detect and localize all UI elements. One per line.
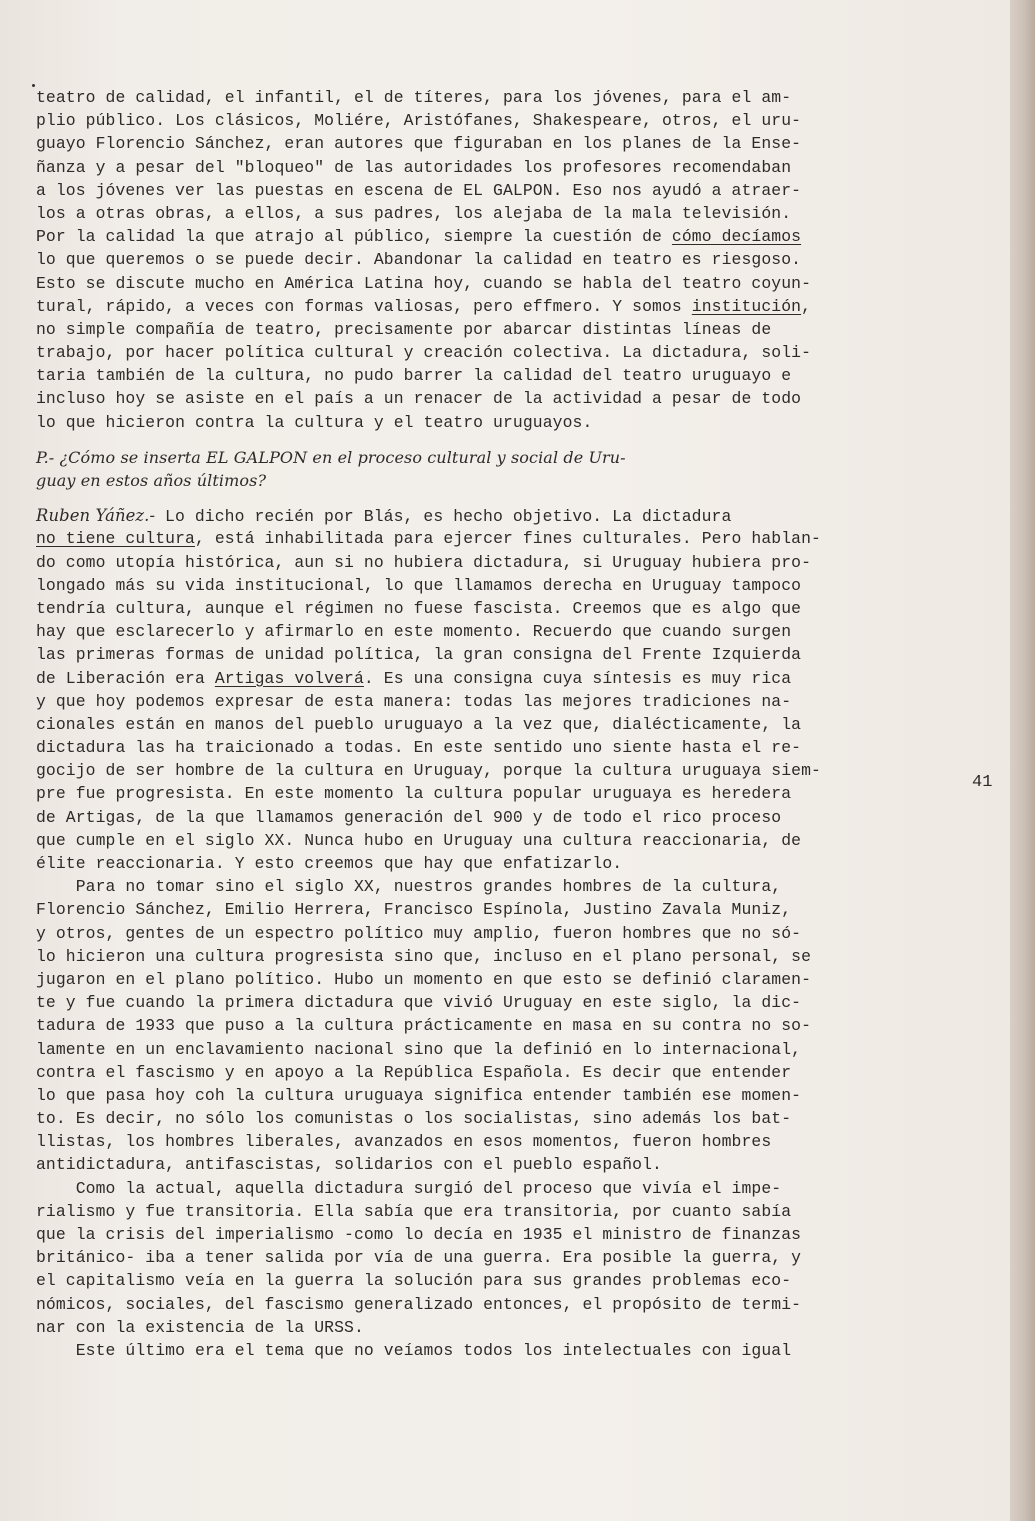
line-text: Como la actual, aquella dictadura surgió del proceso que vivía el impe- [36,1178,782,1198]
text-line [36,341,976,364]
text-line [36,829,976,852]
text-line [36,1339,976,1362]
text-line [36,504,976,527]
text-line [36,109,976,132]
line-text: ñanza y a pesar del "bloqueo" de las autoridades los profesores recomendaban [36,157,792,177]
line-text: lo que hicieron contra la cultura y el teatro uruguayos. [36,412,593,432]
text-line [36,922,976,945]
line-text: contra el fascismo y en apoyo a la República Española. Es decir que entender [36,1062,792,1082]
text-line [36,1293,976,1316]
page-number: 41 [972,773,993,792]
text-line [36,225,976,248]
text-line [36,527,976,550]
line-text: incluso hoy se asiste en el país a un renacer de la actividad a pesar de todo [36,389,802,409]
text-line [36,667,976,690]
text-line [36,132,976,155]
line-text: tendría cultura, aunque el régimen no fuese fascista. Creemos que es algo que [36,598,802,618]
text-line [36,248,976,271]
line-text: Esto se discute mucho en América Latina hoy, cuando se habla del teatro coyun- [36,273,812,293]
line-text: y otros, gentes de un espectro político muy amplio, fueron hombres que no só- [36,923,802,943]
question-text: guay en estos años últimos? [36,471,267,490]
line-text: Lo dicho recién por Blás, es hecho objetivo. La dictadura [155,507,732,527]
text-line [36,690,976,713]
text-line [36,945,976,968]
line-text: to. Es decir, no sólo los comunistas o los socialistas, sino además los bat- [36,1109,792,1129]
text-line [36,1153,976,1176]
text-line [36,713,976,736]
line-text: llistas, los hombres liberales, avanzados en esos momentos, fueron hombres [36,1132,772,1152]
text-line [36,597,976,620]
line-text: de Artigas, de la que llamamos generación del 900 y de todo el rico proceso [36,807,782,827]
text-line [36,991,976,1014]
text-line [36,1061,976,1084]
line-text: los a otras obras, a ellos, a sus padres, los alejaba de la mala televisión. [36,203,792,223]
text-line [36,179,976,202]
text-line [36,643,976,666]
text-line [36,1269,976,1292]
body-text [36,86,976,1362]
line-text: que la crisis del imperialismo -como lo decía en 1935 el ministro de finanzas [36,1225,802,1244]
line-text-rest: . Es una consigna cuya síntesis es muy rica [363,668,792,688]
line-text: antidictadura, antifascistas, solidarios con el pueblo español. [36,1155,662,1175]
line-text: tadura de 1933 que puso a la cultura prácticamente en masa en su contra no so- [36,1016,812,1036]
text-line [36,295,976,318]
text-line [36,968,976,991]
line-text: pre fue progresista. En este momento la cultura popular uruguaya es heredera [36,784,792,804]
question-text: P.- ¿Cómo se inserta EL GALPON en el proceso cultural y social de Uru- [36,447,626,467]
line-text: y que hoy podemos expresar de esta manera: todas las mejores tradiciones na- [36,691,792,711]
text-line [36,1177,976,1200]
page-edge [1010,0,1035,1521]
line-text: Florencio Sánchez, Emilio Herrera, Francisco Espínola, Justino Zavala Muniz, [36,900,792,920]
text-line [36,411,976,434]
line-text: que cumple en el siglo XX. Nunca hubo en Uruguay una cultura reaccionaria, de [36,830,802,850]
underlined-text: cómo decíamos [671,227,802,247]
line-text: te y fue cuando la primera dictadura que vivió Uruguay en este siglo, la dic- [36,993,802,1013]
line-text: cionales están en manos del pueblo uruguayo a la vez que, dialécticamente, la [36,714,802,734]
text-line [36,272,976,295]
text-line [36,446,976,469]
line-text: lamente en un enclavamiento nacional sino que la definió en lo internacional, [36,1039,802,1059]
text-line [36,1130,976,1153]
underlined-text: no tiene cultura [36,529,195,549]
line-text: teatro de calidad, el infantil, el de títeres, para los jóvenes, para el am- [36,88,792,107]
line-text: Por la calidad la que atrajo al público, siempre la cuestión de [36,227,672,247]
ink-dot [32,84,35,87]
text-line [36,898,976,921]
text-line [36,620,976,643]
line-text: do como utopía histórica, aun si no hubiera dictadura, si Uruguay hubiera pro- [36,552,812,572]
line-text: el capitalismo veía en la guerra la solución para sus grandes problemas eco- [36,1271,792,1291]
text-line [36,1200,976,1223]
text-line [36,736,976,759]
line-text: lo que queremos o se puede decir. Abandonar la calidad en teatro es riesgoso. [36,250,802,270]
text-line [36,782,976,805]
text-line [36,156,976,179]
line-text: plio público. Los clásicos, Moliére, Aristófanes, Shakespeare, otros, el uru- [36,111,802,131]
underlined-text: institución [691,296,802,316]
line-text: las primeras formas de unidad política, la gran consigna del Frente Izquierda [36,645,802,665]
line-text-rest: , [801,296,812,316]
text-line [36,875,976,898]
line-text: élite reaccionaria. Y esto creemos que hay que enfatizarlo. [36,854,623,873]
paragraph-spacer [36,434,976,446]
line-text: Para no tomar sino el siglo XX, nuestros grandes hombres de la cultura, [36,877,782,897]
text-line [36,1014,976,1037]
speaker-name: Ruben Yáñez.- [36,506,156,526]
line-text: Este último era el tema que no veíamos todos los intelectuales con igual [36,1340,792,1360]
text-line [36,1107,976,1130]
text-line [36,364,976,387]
text-line [36,202,976,225]
text-line [36,806,976,829]
text-line [36,1223,976,1246]
text-line [36,759,976,782]
line-text: longado más su vida institucional, lo que llamamos derecha en Uruguay tampoco [36,575,802,595]
text-line [36,574,976,597]
underlined-text: Artigas volverá [214,668,364,688]
line-text: gocijo de ser hombre de la cultura en Uruguay, porque la cultura uruguaya siem- [36,761,821,781]
line-text: trabajo, por hacer política cultural y creación colectiva. La dictadura, soli- [36,343,812,363]
text-line [36,1038,976,1061]
line-text: nar con la existencia de la URSS. [36,1317,364,1337]
line-text: de Liberación era [36,668,215,688]
line-text: guayo Florencio Sánchez, eran autores que figuraban en los planes de la Ense- [36,134,802,154]
line-text: nómicos, sociales, del fascismo generalizado entonces, el propósito de termi- [36,1294,802,1314]
line-text: lo que pasa hoy coh la cultura uruguaya significa entender también ese momen- [36,1085,802,1105]
line-text: tural, rápido, a veces con formas valiosas, pero effmero. Y somos [36,296,692,316]
line-text: lo hicieron una cultura progresista sino que, incluso en el plano personal, se [36,946,812,966]
text-line [36,1246,976,1269]
text-line [36,318,976,341]
text-line [36,1084,976,1107]
line-text: no simple compañía de teatro, precisamente por abarcar distintas líneas de [36,319,772,339]
line-text: dictadura las ha traicionado a todas. En este sentido uno siente hasta el re- [36,738,802,758]
line-text: jugaron en el plano político. Hubo un momento en que esto se definió claramen- [36,969,812,989]
text-line [36,1316,976,1339]
text-line [36,469,976,492]
text-line [36,551,976,574]
text-line [36,86,976,109]
line-text: británico- iba a tener salida por vía de una guerra. Era posible la guerra, y [36,1248,802,1268]
line-text: rialismo y fue transitoria. Ella sabía que era transitoria, por cuanto sabía [36,1201,792,1221]
line-text: a los jóvenes ver las puestas en escena de EL GALPON. Eso nos ayudó a atraer- [36,180,802,200]
line-text: hay que esclarecerlo y afirmarlo en este momento. Recuerdo que cuando surgen [36,622,792,642]
text-line [36,387,976,410]
paragraph-spacer [36,492,976,504]
line-text: taria también de la cultura, no pudo barrer la calidad del teatro uruguayo e [36,366,792,386]
line-text-rest: , está inhabilitada para ejercer fines culturales. Pero hablan- [194,529,821,549]
text-line [36,852,976,875]
